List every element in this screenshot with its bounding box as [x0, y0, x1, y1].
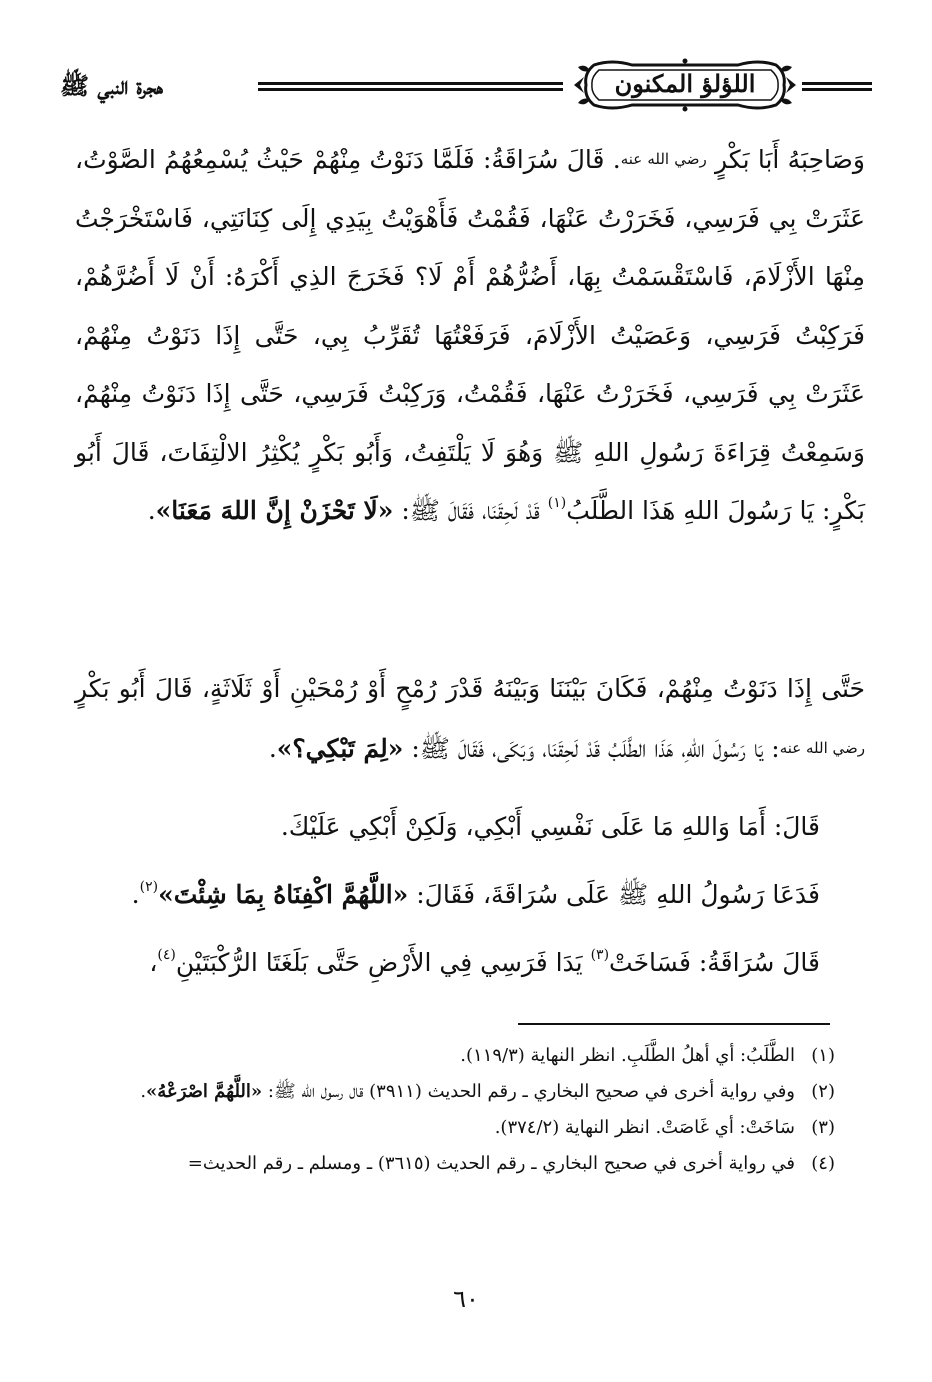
footnote-number: (٢) — [811, 1081, 835, 1102]
footnotes — [75, 1038, 835, 1182]
text-run: الطَّلَبُ: أي أهلُ الطَّلَبِ. انظر النهاية (١١٩/٣). — [460, 1045, 795, 1066]
footnote-3 — [75, 1110, 835, 1146]
footnote-number: (١) — [811, 1045, 835, 1066]
quote: «اللَّهُمَّ اكْفِنَاهُ بِمَا شِئْتَ» — [158, 880, 409, 909]
header-rule-right — [802, 82, 872, 91]
paragraph-1 — [75, 130, 865, 541]
quote: «لِمَ تَبْكِي؟» — [276, 733, 404, 763]
paragraph-3 — [75, 798, 865, 857]
quote: «لَا تَحْزَنْ إِنَّ اللهَ مَعَنَا» — [155, 496, 394, 525]
text-run: في رواية أخرى في صحيح البخاري ـ رقم الحديث (٣٦١٥) ـ ومسلم ـ رقم الحديث= — [187, 1153, 795, 1174]
punctuation: ، — [149, 948, 158, 977]
paragraph-2 — [75, 660, 865, 778]
footnote-text — [75, 1146, 795, 1182]
header-rule-left — [258, 82, 563, 91]
text-run: قَدْ لَحِقَنَا، فَقَالَ ﷺ: — [393, 496, 548, 525]
page-number: ٦٠ — [453, 1285, 479, 1313]
honorific-glyph: رضي الله عنه — [620, 150, 707, 168]
text-run: حَتَّى إِذَا دَنَوْتُ مِنْهُمْ، فَكَانَ بَيْنَنَا وَبَيْنَهُ قَدْرَ رُمْحٍ أَوْ رُمْحَيْنِ أَوْ ثَلَاثَةٍ، قَالَ أَبُو بَكْرٍ — [75, 674, 865, 703]
footnote-2 — [75, 1074, 835, 1110]
quote: «اللَّهُمَّ اصْرَعْهُ» — [146, 1081, 263, 1102]
footnote-text — [75, 1038, 795, 1074]
book-title-cartouche — [572, 55, 798, 115]
punctuation: . — [268, 733, 277, 763]
text-run: قَالَ: أَمَا وَاللهِ مَا عَلَى نَفْسِي أَبْكِي، وَلَكِنْ أَبْكِي عَلَيْكَ. — [280, 812, 820, 841]
punctuation: . — [131, 880, 140, 909]
paragraph-5 — [75, 934, 865, 993]
text-run: وَصَاحِبَهُ أَبَا بَكْرٍ — [706, 145, 865, 174]
footnote-ref-4[interactable]: (٤) — [157, 947, 176, 963]
footnote-1 — [75, 1038, 835, 1074]
text-run: : يَا رَسُولَ اللهِ، هَذَا الطَّلَبُ قَدْ لَحِقَنَا، وَبَكَى، فَقَالَ ﷺ: — [403, 733, 780, 763]
book-title: اللؤلؤ المكنون — [614, 69, 756, 98]
honorific-glyph: رضي الله عنه — [779, 738, 865, 757]
footnote-separator — [518, 1023, 830, 1025]
footnote-text — [75, 1110, 795, 1146]
paragraph-4 — [75, 866, 865, 925]
footnote-ref-3[interactable]: (٣) — [590, 947, 610, 963]
chapter-title: هجرة النبي ﷺ — [60, 71, 163, 100]
text-run: قَالَ سُرَاقَةُ: فَسَاخَتْ — [609, 948, 820, 977]
text-run: . قَالَ سُرَاقَةُ: فَلَمَّا دَنَوْتُ مِنْهُمْ حَيْثُ يُسْمِعُهُمُ الصَّوْتُ، عَثَرَتْ بِي فَرَسِي، فَخَرَرْتُ عَنْهَا، فَقُمْتُ فَأَهْوَيْتُ بِيَدِي إِلَى كِنَانَتِي، فَاسْتَخْرَجْتُ مِنْهَا الأَزْلَامَ، فَاسْتَقْسَمْتُ بِهَا، أَضُرُّهُمْ أَمْ لَا؟ فَخَرَجَ الذِي أَكْرَهُ: أَنْ لَا أَضُرَّهُمْ، فَرَكِبْتُ فَرَسِي، وَعَصَيْتُ الأَزْلَامَ، فَرَفَعْتُهَا تُقَرِّبُ بِي، حَتَّى إِذَا دَنَوْتُ مِنْهُمْ، عَثَرَتْ بِي فَرَسِي، فَخَرَرْتُ عَنْهَا، فَقُمْتُ، وَرَكِبْتُ فَرَسِي، حَتَّى إِذَا دَنَوْتُ مِنْهُمْ، وَسَمِعْتُ قِرَاءَةَ رَسُولِ اللهِ ﷺ وَهُوَ لَا يَلْتَفِتُ، وَأَبُو بَكْرٍ يُكْثِرُ الالْتِفَاتَ، قَالَ أَبُو بَكْرٍ: يَا رَسُولَ اللهِ هَذَا الطَّلَبُ — [75, 145, 865, 525]
footnote-ref-2[interactable]: (٢) — [139, 879, 159, 895]
footnote-4 — [75, 1146, 835, 1182]
text-run: يَدَا فَرَسِي فِي الأَرْضِ حَتَّى بَلَغَتَا الرُّكْبَتَيْنِ — [175, 948, 591, 977]
text-run: وفي رواية أخرى في صحيح البخاري ـ رقم الحديث (٣٩١١) قال رسول الله ﷺ: — [262, 1081, 795, 1102]
punctuation: . — [140, 1081, 147, 1102]
punctuation: . — [147, 496, 156, 525]
text-run: سَاخَتْ: أي غَاصَتْ. انظر النهاية (٣٧٤/٢). — [494, 1117, 795, 1138]
footnote-text — [75, 1074, 795, 1110]
running-header — [60, 55, 872, 115]
footnote-ref-1[interactable]: (١) — [547, 495, 567, 511]
footnote-number: (٣) — [811, 1117, 835, 1138]
text-run: فَدَعَا رَسُولُ اللهِ ﷺ عَلَى سُرَاقَةَ، فَقَالَ: — [408, 880, 820, 909]
footnote-number: (٤) — [811, 1153, 835, 1174]
